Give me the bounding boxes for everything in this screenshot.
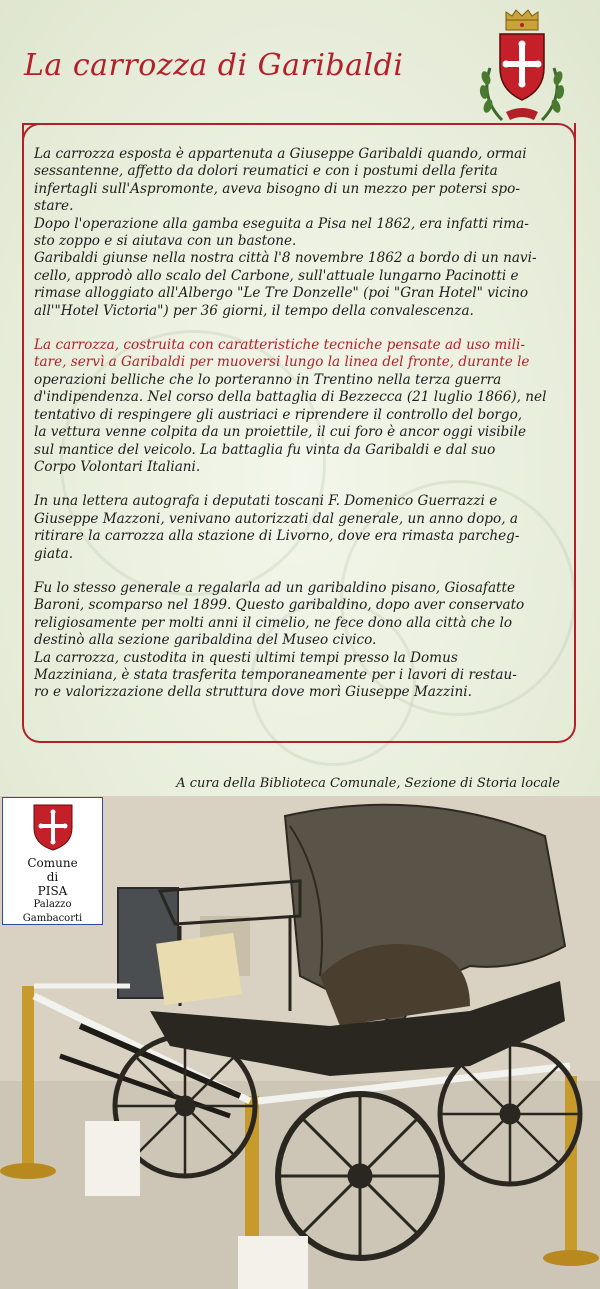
text-line: cello, approdò allo scalo del Carbone, sull'attuale lungarno Pacinotti e [34, 267, 519, 284]
text-line: religiosamente per molti anni il cimelio, ne fece dono alla città che lo [34, 614, 513, 631]
sign-body [34, 146, 558, 719]
text-line: sul mantice del veicolo. La battaglia fu vinta da Garibaldi e dal suo [34, 441, 496, 458]
text-line: Dopo l'operazione alla gamba eseguita a Pisa nel 1862, era infatti rima- [34, 215, 529, 232]
text-line: all'"Hotel Victoria") per 36 giorni, il tempo della convalescenza. [34, 302, 474, 319]
text-line: operazioni belliche che lo porteranno in Trentino nella terza guerra [34, 371, 502, 388]
text-line: d'indipendenza. Nel corso della battaglia di Bezzecca (21 luglio 1866), nel [34, 389, 547, 406]
text-line: Corpo Volontari Italiani. [34, 458, 201, 475]
text-line: sessantenne, affetto da dolori reumatici e con i postumi della ferita [34, 163, 498, 180]
info-card [238, 1236, 308, 1289]
text-line: In una lettera autografa i deputati toscani F. Domenico Guerrazzi e [34, 493, 498, 510]
paragraph-donation [34, 580, 558, 702]
paragraph-letter [34, 493, 558, 563]
badge-line-pisa: PISA [37, 884, 68, 898]
text-line: Mazziniana, è stata trasferita temporaneamente per i lavori di restau- [34, 666, 517, 683]
text-line: ro e valorizzazione della struttura dove morì Giuseppe Mazzini. [34, 684, 472, 701]
sign-title: La carrozza di Garibaldi [24, 48, 404, 83]
badge-line-comune: Comune [27, 856, 78, 870]
text-line: Fu lo stesso generale a regalarla ad un garibaldino pisano, Giosafatte [34, 579, 516, 596]
paragraph-intro [34, 146, 558, 320]
text-line: destinò alla sezione garibaldina del Museo civico. [34, 632, 377, 649]
carriage-wheel-rear-left [278, 1094, 442, 1258]
info-card [85, 1121, 140, 1196]
text-line: la vettura venne colpita da un proiettile, il cui foro è ancor oggi visibile [34, 424, 526, 441]
text-line: sto zoppo e si aiutava con un bastone. [34, 233, 297, 250]
badge-line-di: di [46, 870, 59, 884]
text-line: Giuseppe Mazzoni, venivano autorizzati dal generale, un anno dopo, a [34, 510, 518, 527]
text-line: La carrozza, costruita con caratteristiche tecniche pensate ad uso mili- [34, 337, 525, 354]
text-line: La carrozza esposta è appartenuta a Giuseppe Garibaldi quando, ormai [34, 146, 527, 162]
pisa-crest-icon [472, 8, 572, 132]
text-line: tentativo di respingere gli austriaci e riprendere il controllo del borgo, [34, 406, 523, 423]
text-line: stare. [34, 198, 74, 215]
carriage-wheel-rear-right [440, 1044, 580, 1184]
sign-credit: A cura della Biblioteca Comunale, Sezione di Storia locale [176, 776, 560, 791]
text-line: La carrozza, custodita in questi ultimi tempi presso la Domus [34, 649, 458, 666]
text-line: giata. [34, 545, 74, 562]
text-line: infertagli sull'Aspromonte, aveva bisogno di un mezzo per potersi spo- [34, 180, 520, 197]
paragraph-military-use [34, 337, 558, 476]
info-card [156, 933, 242, 1005]
text-line: tare, servì a Garibaldi per muoversi lungo la linea del fronte, durante le [34, 354, 530, 371]
text-line: ritirare la carrozza alla stazione di Livorno, dove era rimasta parcheg- [34, 528, 520, 545]
comune-di-pisa-badge [2, 797, 103, 925]
text-line: Garibaldi giunse nella nostra città l'8 novembre 1862 a bordo di un navi- [34, 250, 537, 267]
text-line: Baroni, scomparso nel 1899. Questo garibaldino, dopo aver conservato [34, 597, 525, 614]
pisa-cross-shield-icon [31, 802, 75, 852]
badge-line-palazzo: Palazzo Gambacorti [22, 899, 83, 924]
text-line: rimase alloggiato all'Albergo "Le Tre Donzelle" (poi "Gran Hotel" vicino [34, 285, 529, 302]
